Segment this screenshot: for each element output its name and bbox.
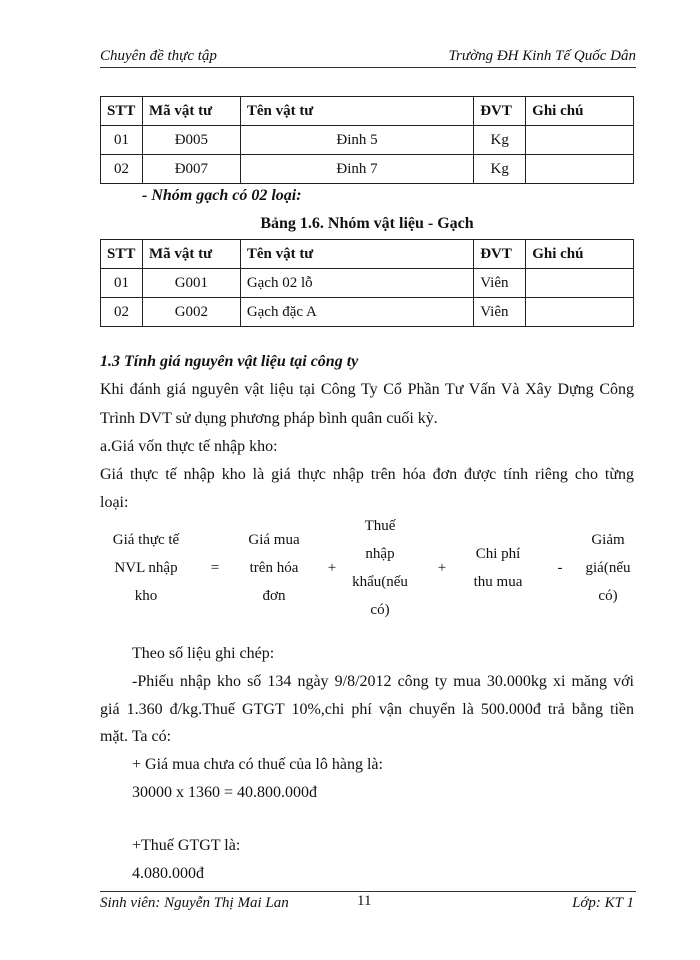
subheading-a: a.Giá vốn thực tế nhập kho: [100,438,278,455]
formula-plus: + [327,560,337,576]
cell: 01 [101,126,143,155]
cell: Gạch 02 lỗ [240,269,473,298]
price-label: + Giá mua chưa có thuế của lô hàng là: [132,756,383,773]
table-row [101,126,634,155]
para1-line2: Trình DVT sử dụng phương pháp bình quân cuối kỳ. [100,410,438,427]
cell: G001 [142,269,240,298]
para1-line1: Khi đánh giá nguyên vật liệu tại Công Ty Cổ Phần Tư Vấn Và Xây Dựng Công [100,381,634,398]
para2-line1: Giá thực tế nhập kho là giá thực nhập trên hóa đơn được tính riêng cho từng [100,466,634,483]
cell [526,126,634,155]
page-number: 11 [357,893,372,909]
price-calculation: 30000 x 1360 = 40.800.000đ [132,784,318,801]
col-header: Mã vật tư [142,240,240,269]
cell: 02 [101,298,143,327]
table-row [101,155,634,184]
col-header: ĐVT [474,97,526,126]
col-header: Mã vật tư [142,97,240,126]
formula-term-discount: Giảm giá(nếu có) [585,532,631,604]
footer-student: Sinh viên: Nguyễn Thị Mai Lan [100,895,289,911]
section-heading: 1.3 Tính giá nguyên vật liệu tại công ty [100,353,359,370]
table-bricks [100,239,634,327]
footer-rule [100,891,636,892]
cell [526,155,634,184]
formula-term-actual-price: Giá thực tế NVL nhập kho [112,532,180,604]
cell: Đinh 5 [240,126,473,155]
footer-class: Lớp: KT 1 [572,895,634,911]
para2-line2: loại: [100,494,129,511]
table-row [101,269,634,298]
cell: Đ005 [142,126,240,155]
col-header: Tên vật tư [240,240,473,269]
cell: Viên [474,269,526,298]
col-header: STT [101,97,143,126]
formula-term-purchase-cost: Chi phí thu mua [473,546,523,590]
formula-term-import-tax: Thuế nhập khẩu(nếu có) [352,518,408,618]
record-intro: Theo số liệu ghi chép: [132,645,275,662]
header-right: Trường ĐH Kinh Tế Quốc Dân [448,48,636,64]
cell: Đinh 7 [240,155,473,184]
receipt-line3: mặt. Ta có: [100,728,172,745]
cell: Viên [474,298,526,327]
table-title: Bảng 1.6. Nhóm vật liệu - Gạch [260,215,474,232]
cell: Đ007 [142,155,240,184]
cell: Kg [474,155,526,184]
cell: G002 [142,298,240,327]
header-left: Chuyên đề thực tập [100,48,217,64]
cell [526,269,634,298]
col-header: Ghi chú [526,240,634,269]
col-header: STT [101,240,143,269]
vat-label: +Thuế GTGT là: [132,837,241,854]
cell [526,298,634,327]
cell: 01 [101,269,143,298]
receipt-line2: giá 1.360 đ/kg.Thuế GTGT 10%,chi phí vận chuyển là 500.000đ trả bằng tiền [100,701,634,718]
cell: Gạch đặc A [240,298,473,327]
receipt-line1: -Phiếu nhập kho số 134 ngày 9/8/2012 công ty mua 30.000kg xi măng với [132,673,634,690]
col-header: Tên vật tư [240,97,473,126]
table-header-row [101,240,634,269]
cell: Kg [474,126,526,155]
vat-value: 4.080.000đ [132,865,204,882]
cell: 02 [101,155,143,184]
group-note: - Nhóm gạch có 02 loại: [142,187,302,204]
formula-minus: - [557,560,563,576]
header-rule [100,67,636,68]
table-row [101,298,634,327]
table-nails [100,96,634,184]
formula-equals: = [210,560,220,576]
col-header: ĐVT [474,240,526,269]
formula-term-purchase-price: Giá mua trên hóa đơn [248,532,300,604]
table-header-row [101,97,634,126]
col-header: Ghi chú [526,97,634,126]
formula-plus: + [437,560,447,576]
